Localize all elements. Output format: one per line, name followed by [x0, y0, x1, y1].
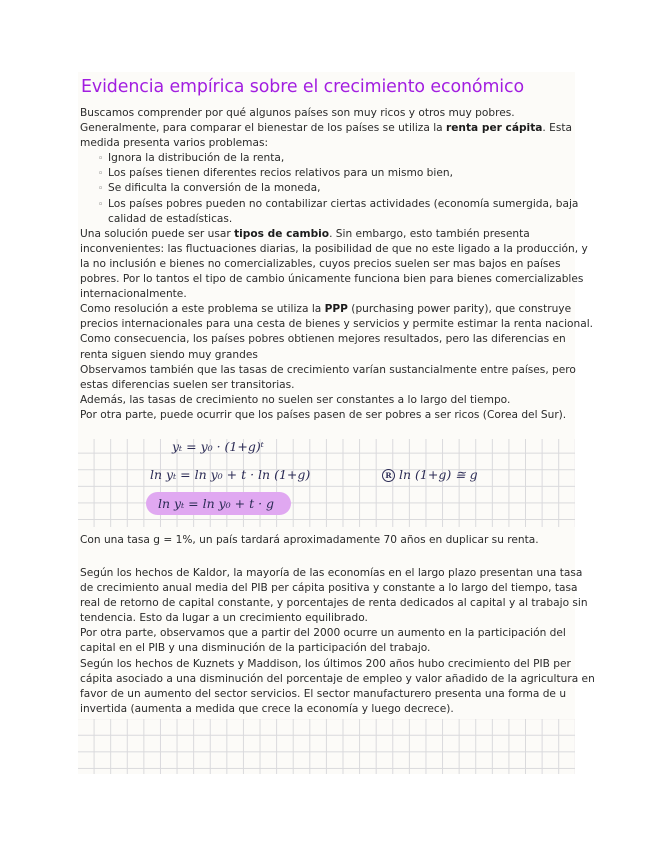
rate-note	[80, 533, 539, 548]
text-line: internacionalmente.	[80, 288, 187, 301]
notebook-page	[78, 72, 595, 774]
text-line: invertida (aumenta a medida que crece la economía y luego decrece).	[80, 702, 454, 715]
list-item: ◦ Los países tienen diferentes recios relativos para un mismo bien,	[80, 166, 593, 181]
bullet-icon: ◦	[98, 169, 104, 180]
text-line: Por otra parte, observamos que a partir del 2000 ocurre un aumento en la participación del	[80, 627, 566, 640]
page-title: Evidencia empírica sobre el crecimiento económico	[81, 77, 525, 97]
formula-growth: yₜ = y₀ · (1+g)ᵗ	[172, 439, 264, 454]
circled-r-icon: R	[382, 469, 395, 482]
text-line: Generalmente, para comparar el bienestar de los países se utiliza la renta per cápita. Esta	[80, 122, 572, 135]
text-line: pobres. Por lo tantos el tipo de cambio únicamente funciona bien para bienes comercializables	[80, 273, 584, 286]
formula-approximation: R ln (1+g) ≅ g	[382, 467, 478, 482]
text-line: cápita asociado a una disminución del porcentaje de empleo y valor añadido de la agricultura en	[80, 672, 595, 685]
list-item-continuation: calidad de estadísticas.	[108, 212, 233, 225]
formula-approx-log: ln yₜ = ln y₀ + t · g	[158, 496, 275, 511]
text-line: estas diferencias suelen ser transitorias.	[80, 378, 295, 391]
list-item: ◦ Se dificulta la conversión de la moneda,	[80, 181, 593, 196]
text-line: Observamos también que las tasas de crecimiento varían sustancialmente entre países, pero	[80, 363, 576, 376]
formula-log: ln yₜ = ln y₀ + t · ln (1+g)	[150, 467, 311, 482]
text-line: Por otra parte, puede ocurrir que los países pasen de ser pobres a ser ricos (Corea del Sur).	[80, 408, 567, 421]
text-line: la no inclusión e bienes no comercializables, cuyos precios suelen ser mas bajos en países	[80, 257, 561, 270]
intro-paragraphs	[80, 106, 593, 423]
bullet-icon: ◦	[98, 184, 104, 195]
text-line: Como consecuencia, los países pobres obtienen mejores resultados, pero las diferencias en	[80, 333, 566, 346]
bullet-icon: ◦	[98, 154, 104, 165]
text-line: Buscamos comprender por qué algunos países son muy ricos y otros muy pobres.	[80, 107, 515, 119]
kaldor-paragraphs	[80, 566, 595, 717]
bold-term: tipos de cambio	[234, 227, 330, 240]
list-item: ◦ Ignora la distribución de la renta,	[80, 151, 593, 166]
text-line: Según los hechos de Kaldor, la mayoría de las economías en el largo plazo presentan una tasa	[80, 567, 583, 579]
text-line: real de retorno de capital constante, y porcentajes de renta dedicados al capital y al trabajo sin	[80, 597, 588, 610]
text-line: tendencia. Esto da lugar a un crecimiento equilibrado.	[80, 612, 368, 625]
text-line: capital en el PIB y una disminución de la participación del trabajo.	[80, 642, 431, 655]
text-line: Como resolución a este problema se utiliza la PPP (purchasing power parity), que construye	[80, 303, 572, 316]
text-line: inconvenientes: las fluctuaciones diarias, la posibilidad de que no este ligado a la producción, y	[80, 242, 588, 255]
text-line: Además, las tasas de crecimiento no suelen ser constantes a lo largo del tiempo.	[80, 393, 511, 406]
bold-term: renta per cápita	[446, 122, 543, 135]
text-line: Con una tasa g = 1%, un país tardará aproximadamente 70 años en duplicar su renta.	[80, 534, 539, 546]
text-line: de crecimiento anual media del PIB per cápita positiva y constante a lo largo del tiempo, tasa	[80, 582, 578, 595]
text-line: Según los hechos de Kuznets y Maddison, los últimos 200 años hubo crecimiento del PIB per	[80, 657, 571, 670]
bullet-icon: ◦	[98, 199, 104, 210]
text-line: renta siguen siendo muy grandes	[80, 348, 258, 361]
text-line: precios internacionales para una cesta de bienes y servicios y permite estimar la renta nacional.	[80, 318, 594, 331]
text-line: Una solución puede ser usar tipos de cambio. Sin embargo, esto también presenta	[80, 227, 530, 240]
text-line: favor de un aumento del sector servicios. El sector manufacturero presenta una forma de u	[80, 687, 567, 700]
bold-term: PPP	[324, 303, 348, 316]
text-line: medida presenta varios problemas:	[80, 137, 269, 150]
list-item: ◦ Los países pobres pueden no contabilizar ciertas actividades (economía sumergida, baja	[80, 197, 593, 212]
